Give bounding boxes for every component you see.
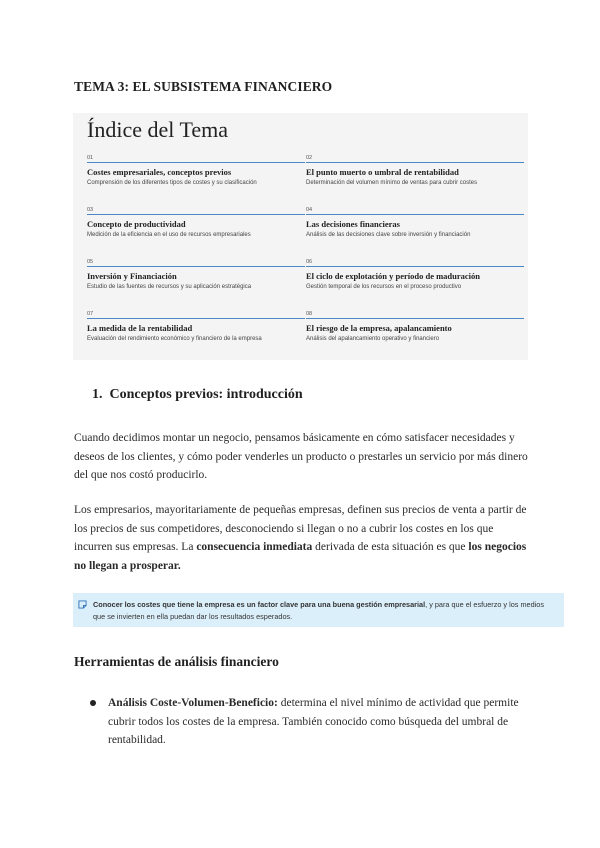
toc-item-rule bbox=[306, 162, 524, 163]
toc-item-number: 04 bbox=[306, 207, 313, 213]
paragraph-emphasis: consecuencia inmediata bbox=[196, 541, 313, 553]
toc-item-number: 05 bbox=[87, 259, 94, 265]
toc-item-number: 06 bbox=[306, 259, 313, 265]
info-callout bbox=[73, 593, 564, 627]
toc-item-number: 03 bbox=[87, 207, 94, 213]
toc-item-description: Medición de la eficiencia en el uso de recursos empresariales bbox=[87, 232, 251, 238]
callout-rest: , y para que el esfuerzo y los medios que se invierten en ella puedan dar los resultados esperados. bbox=[93, 600, 544, 621]
toc-item-title: Las decisiones financieras bbox=[306, 219, 400, 229]
toc-item-rule bbox=[87, 214, 305, 215]
toc-item-title: La medida de la rentabilidad bbox=[87, 323, 193, 333]
toc-item-rule bbox=[87, 318, 305, 319]
toc-item-rule bbox=[306, 214, 524, 215]
section-number: 1. bbox=[92, 387, 103, 402]
toc-item-title: El ciclo de explotación y período de maduración bbox=[306, 271, 481, 281]
note-icon bbox=[78, 600, 87, 609]
list-item-term: Análisis Coste-Volumen-Beneficio: bbox=[108, 697, 278, 709]
toc-item-description: Análisis de las decisiones clave sobre inversión y financiación bbox=[306, 232, 471, 238]
callout-emphasis: Conocer los costes que tiene la empresa es un factor clave para una buena gestión empresarial bbox=[93, 600, 426, 609]
toc-item-rule bbox=[87, 162, 305, 163]
toc-item-description: Gestión temporal de los recursos en el proceso productivo bbox=[306, 284, 462, 290]
paragraph-text: Los empresarios, mayoritariamente de pequeñas empresas, definen sus precios de venta a partir de los precios de sus competidores, desconociendo si llegan o no a cubrir los costes en los que incurren sus empresas. La bbox=[74, 504, 527, 553]
toc-heading: Índice del Tema bbox=[87, 117, 228, 142]
subsection-heading: Herramientas de análisis financiero bbox=[74, 654, 279, 669]
section-title-text: Conceptos previos: introducción bbox=[109, 387, 303, 402]
intro-paragraph: Cuando decidimos montar un negocio, pensamos básicamente en cómo satisfacer necesidades y deseos de los clientes, y cómo poder venderles un producto o prestarles un servicio por más dinero del que nos costó producirlo. bbox=[74, 432, 528, 481]
document-title: TEMA 3: EL SUBSISTEMA FINANCIERO bbox=[74, 79, 333, 94]
toc-item-title: El punto muerto o umbral de rentabilidad bbox=[306, 167, 459, 177]
toc-item-rule bbox=[306, 318, 524, 319]
toc-item-rule bbox=[306, 266, 524, 267]
toc-item-number: 08 bbox=[306, 311, 313, 317]
list-item bbox=[108, 694, 528, 750]
toc-item-number: 02 bbox=[306, 155, 313, 161]
toc-item-number: 01 bbox=[87, 155, 94, 161]
toc-item-number: 07 bbox=[87, 311, 94, 317]
toc-item-description: Evaluación del rendimiento económico y financiero de la empresa bbox=[87, 336, 262, 342]
toc-item-title: Costes empresariales, conceptos previos bbox=[87, 167, 232, 177]
callout-text bbox=[93, 599, 558, 623]
bullet-icon bbox=[90, 700, 96, 706]
paragraph-text: derivada de esta situación es que bbox=[312, 541, 469, 553]
toc-item-description: Análisis del apalancamiento operativo y financiero bbox=[306, 336, 440, 342]
list-item-text: determina el nivel mínimo de actividad que permite cubrir todos los costes de la empresa. También conocido como búsqueda del umbral de rentabilidad. bbox=[108, 697, 519, 746]
toc-item-description: Estudio de las fuentes de recursos y su aplicación estratégica bbox=[87, 284, 252, 290]
toc-item-title: El riesgo de la empresa, apalancamiento bbox=[306, 323, 452, 333]
toc-item-description: Comprensión de los diferentes tipos de costes y su clasificación bbox=[87, 180, 257, 186]
toc-item-description: Determinación del volumen mínimo de ventas para cubrir costes bbox=[306, 180, 478, 186]
toc-item-title: Concepto de productividad bbox=[87, 219, 186, 229]
section-heading bbox=[92, 387, 303, 403]
toc-item-title: Inversión y Financiación bbox=[87, 271, 177, 281]
table-of-contents bbox=[73, 113, 528, 360]
pricing-paragraph bbox=[74, 501, 529, 575]
toc-item-rule bbox=[87, 266, 305, 267]
paragraph-emphasis: los negocios no llegan a prosperar. bbox=[74, 541, 527, 572]
